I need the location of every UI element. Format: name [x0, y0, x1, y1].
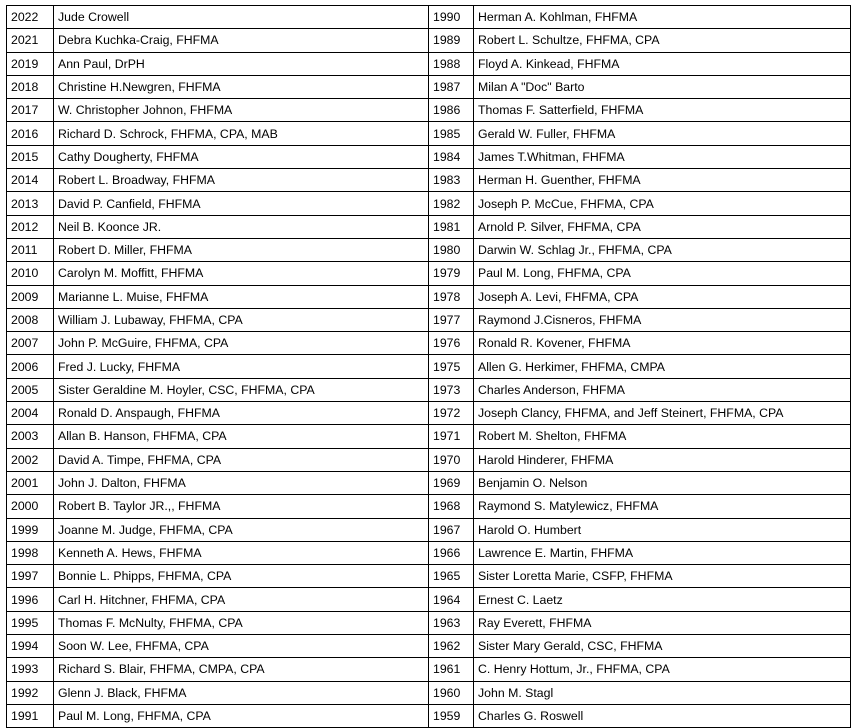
cell-recipient-left: Allan B. Hanson, FHFMA, CPA [54, 425, 429, 448]
cell-recipient-right: Thomas F. Satterfield, FHFMA [474, 99, 851, 122]
cell-recipient-left: W. Christopher Johnon, FHFMA [54, 99, 429, 122]
table-row [7, 52, 851, 75]
cell-year-right: 1979 [429, 262, 474, 285]
cell-year-left: 2000 [7, 495, 54, 518]
table-row [7, 262, 851, 285]
table-row [7, 169, 851, 192]
cell-recipient-left: David A. Timpe, FHFMA, CPA [54, 448, 429, 471]
cell-year-left: 2003 [7, 425, 54, 448]
table-row [7, 285, 851, 308]
cell-recipient-right: Sister Mary Gerald, CSC, FHFMA [474, 635, 851, 658]
cell-recipient-right: Charles Anderson, FHFMA [474, 378, 851, 401]
cell-recipient-right: Ronald R. Kovener, FHFMA [474, 332, 851, 355]
cell-year-left: 1997 [7, 565, 54, 588]
table-row [7, 448, 851, 471]
table-row [7, 611, 851, 634]
cell-recipient-right: Raymond J.Cisneros, FHFMA [474, 308, 851, 331]
cell-year-left: 2010 [7, 262, 54, 285]
cell-recipient-left: Soon W. Lee, FHFMA, CPA [54, 635, 429, 658]
cell-year-right: 1970 [429, 448, 474, 471]
cell-year-right: 1985 [429, 122, 474, 145]
cell-year-right: 1962 [429, 635, 474, 658]
table-row [7, 355, 851, 378]
cell-recipient-right: Raymond S. Matylewicz, FHFMA [474, 495, 851, 518]
cell-recipient-right: Herman H. Guenther, FHFMA [474, 169, 851, 192]
cell-recipient-right: Lawrence E. Martin, FHFMA [474, 541, 851, 564]
table-row [7, 145, 851, 168]
cell-year-left: 2021 [7, 29, 54, 52]
cell-recipient-left: Richard S. Blair, FHFMA, CMPA, CPA [54, 658, 429, 681]
cell-recipient-left: Glenn J. Black, FHFMA [54, 681, 429, 704]
table-row [7, 238, 851, 261]
cell-recipient-left: Robert D. Miller, FHFMA [54, 238, 429, 261]
cell-recipient-right: Ernest C. Laetz [474, 588, 851, 611]
table-row [7, 308, 851, 331]
table-body [7, 6, 851, 728]
cell-year-left: 2005 [7, 378, 54, 401]
cell-recipient-left: Fred J. Lucky, FHFMA [54, 355, 429, 378]
cell-year-left: 2008 [7, 308, 54, 331]
cell-year-left: 1991 [7, 704, 54, 727]
cell-year-right: 1986 [429, 99, 474, 122]
cell-year-right: 1990 [429, 6, 474, 29]
cell-year-left: 2015 [7, 145, 54, 168]
cell-year-right: 1978 [429, 285, 474, 308]
cell-year-left: 2022 [7, 6, 54, 29]
cell-recipient-left: Bonnie L. Phipps, FHFMA, CPA [54, 565, 429, 588]
cell-recipient-left: Carl H. Hitchner, FHFMA, CPA [54, 588, 429, 611]
cell-recipient-left: William J. Lubaway, FHFMA, CPA [54, 308, 429, 331]
cell-year-left: 2011 [7, 238, 54, 261]
cell-recipient-left: John P. McGuire, FHFMA, CPA [54, 332, 429, 355]
cell-recipient-right: Herman A. Kohlman, FHFMA [474, 6, 851, 29]
table-row [7, 565, 851, 588]
cell-recipient-right: Joseph A. Levi, FHFMA, CPA [474, 285, 851, 308]
cell-year-left: 2009 [7, 285, 54, 308]
cell-year-left: 2001 [7, 471, 54, 494]
cell-recipient-right: Robert M. Shelton, FHFMA [474, 425, 851, 448]
table-row [7, 29, 851, 52]
cell-year-left: 2007 [7, 332, 54, 355]
cell-year-right: 1966 [429, 541, 474, 564]
cell-year-left: 1996 [7, 588, 54, 611]
table-row [7, 495, 851, 518]
cell-year-right: 1984 [429, 145, 474, 168]
table-row [7, 99, 851, 122]
table-row [7, 215, 851, 238]
cell-recipient-right: Ray Everett, FHFMA [474, 611, 851, 634]
cell-recipient-left: Marianne L. Muise, FHFMA [54, 285, 429, 308]
cell-year-left: 1998 [7, 541, 54, 564]
cell-recipient-right: Sister Loretta Marie, CSFP, FHFMA [474, 565, 851, 588]
cell-recipient-left: Joanne M. Judge, FHFMA, CPA [54, 518, 429, 541]
cell-recipient-right: Harold Hinderer, FHFMA [474, 448, 851, 471]
cell-recipient-right: Joseph Clancy, FHFMA, and Jeff Steinert, FHFMA, CPA [474, 402, 851, 425]
cell-recipient-left: Kenneth A. Hews, FHFMA [54, 541, 429, 564]
cell-recipient-left: John J. Dalton, FHFMA [54, 471, 429, 494]
cell-year-right: 1964 [429, 588, 474, 611]
cell-recipient-left: Robert B. Taylor JR.,, FHFMA [54, 495, 429, 518]
cell-year-left: 2004 [7, 402, 54, 425]
cell-year-left: 1993 [7, 658, 54, 681]
cell-year-left: 1994 [7, 635, 54, 658]
cell-recipient-right: James T.Whitman, FHFMA [474, 145, 851, 168]
cell-recipient-left: Sister Geraldine M. Hoyler, CSC, FHFMA, CPA [54, 378, 429, 401]
cell-year-right: 1977 [429, 308, 474, 331]
cell-recipient-left: Ronald D. Anspaugh, FHFMA [54, 402, 429, 425]
cell-year-right: 1967 [429, 518, 474, 541]
table-row [7, 192, 851, 215]
cell-recipient-left: Ann Paul, DrPH [54, 52, 429, 75]
cell-recipient-right: C. Henry Hottum, Jr., FHFMA, CPA [474, 658, 851, 681]
cell-year-right: 1972 [429, 402, 474, 425]
cell-year-left: 2014 [7, 169, 54, 192]
table-row [7, 378, 851, 401]
cell-year-right: 1965 [429, 565, 474, 588]
cell-year-right: 1973 [429, 378, 474, 401]
table-row [7, 122, 851, 145]
cell-recipient-right: Allen G. Herkimer, FHFMA, CMPA [474, 355, 851, 378]
table-row [7, 541, 851, 564]
cell-recipient-right: John M. Stagl [474, 681, 851, 704]
table-row [7, 402, 851, 425]
cell-recipient-left: Thomas F. McNulty, FHFMA, CPA [54, 611, 429, 634]
cell-recipient-right: Charles G. Roswell [474, 704, 851, 727]
cell-year-left: 2016 [7, 122, 54, 145]
cell-year-left: 2006 [7, 355, 54, 378]
cell-year-left: 1992 [7, 681, 54, 704]
cell-recipient-right: Arnold P. Silver, FHFMA, CPA [474, 215, 851, 238]
table-row [7, 332, 851, 355]
cell-recipient-left: Jude Crowell [54, 6, 429, 29]
cell-recipient-right: Milan A "Doc" Barto [474, 75, 851, 98]
cell-recipient-right: Robert L. Schultze, FHFMA, CPA [474, 29, 851, 52]
cell-year-right: 1969 [429, 471, 474, 494]
cell-year-left: 1999 [7, 518, 54, 541]
cell-recipient-right: Benjamin O. Nelson [474, 471, 851, 494]
cell-year-left: 2019 [7, 52, 54, 75]
award-recipients-table [6, 5, 851, 728]
table-row [7, 471, 851, 494]
cell-year-right: 1960 [429, 681, 474, 704]
cell-year-right: 1963 [429, 611, 474, 634]
table-row [7, 658, 851, 681]
cell-year-left: 2013 [7, 192, 54, 215]
cell-year-left: 2018 [7, 75, 54, 98]
cell-year-right: 1980 [429, 238, 474, 261]
cell-year-right: 1971 [429, 425, 474, 448]
table-row [7, 75, 851, 98]
cell-recipient-left: Christine H.Newgren, FHFMA [54, 75, 429, 98]
cell-recipient-right: Floyd A. Kinkead, FHFMA [474, 52, 851, 75]
table-row [7, 518, 851, 541]
cell-recipient-left: David P. Canfield, FHFMA [54, 192, 429, 215]
cell-recipient-right: Joseph P. McCue, FHFMA, CPA [474, 192, 851, 215]
cell-year-right: 1975 [429, 355, 474, 378]
cell-year-right: 1981 [429, 215, 474, 238]
table-row [7, 704, 851, 727]
cell-recipient-left: Richard D. Schrock, FHFMA, CPA, MAB [54, 122, 429, 145]
cell-recipient-left: Carolyn M. Moffitt, FHFMA [54, 262, 429, 285]
table-row [7, 6, 851, 29]
cell-year-right: 1983 [429, 169, 474, 192]
cell-year-left: 2002 [7, 448, 54, 471]
cell-year-right: 1959 [429, 704, 474, 727]
cell-recipient-right: Harold O. Humbert [474, 518, 851, 541]
cell-year-right: 1988 [429, 52, 474, 75]
cell-year-right: 1987 [429, 75, 474, 98]
table-row [7, 588, 851, 611]
cell-year-left: 1995 [7, 611, 54, 634]
cell-recipient-right: Gerald W. Fuller, FHFMA [474, 122, 851, 145]
table-row [7, 635, 851, 658]
cell-year-right: 1989 [429, 29, 474, 52]
cell-year-left: 2017 [7, 99, 54, 122]
cell-year-left: 2012 [7, 215, 54, 238]
cell-recipient-right: Paul M. Long, FHFMA, CPA [474, 262, 851, 285]
cell-year-right: 1976 [429, 332, 474, 355]
table-row [7, 425, 851, 448]
cell-recipient-left: Neil B. Koonce JR. [54, 215, 429, 238]
cell-year-right: 1961 [429, 658, 474, 681]
cell-year-right: 1968 [429, 495, 474, 518]
table-row [7, 681, 851, 704]
cell-recipient-left: Robert L. Broadway, FHFMA [54, 169, 429, 192]
cell-recipient-left: Paul M. Long, FHFMA, CPA [54, 704, 429, 727]
cell-recipient-left: Cathy Dougherty, FHFMA [54, 145, 429, 168]
cell-year-right: 1982 [429, 192, 474, 215]
cell-recipient-left: Debra Kuchka-Craig, FHFMA [54, 29, 429, 52]
cell-recipient-right: Darwin W. Schlag Jr., FHFMA, CPA [474, 238, 851, 261]
